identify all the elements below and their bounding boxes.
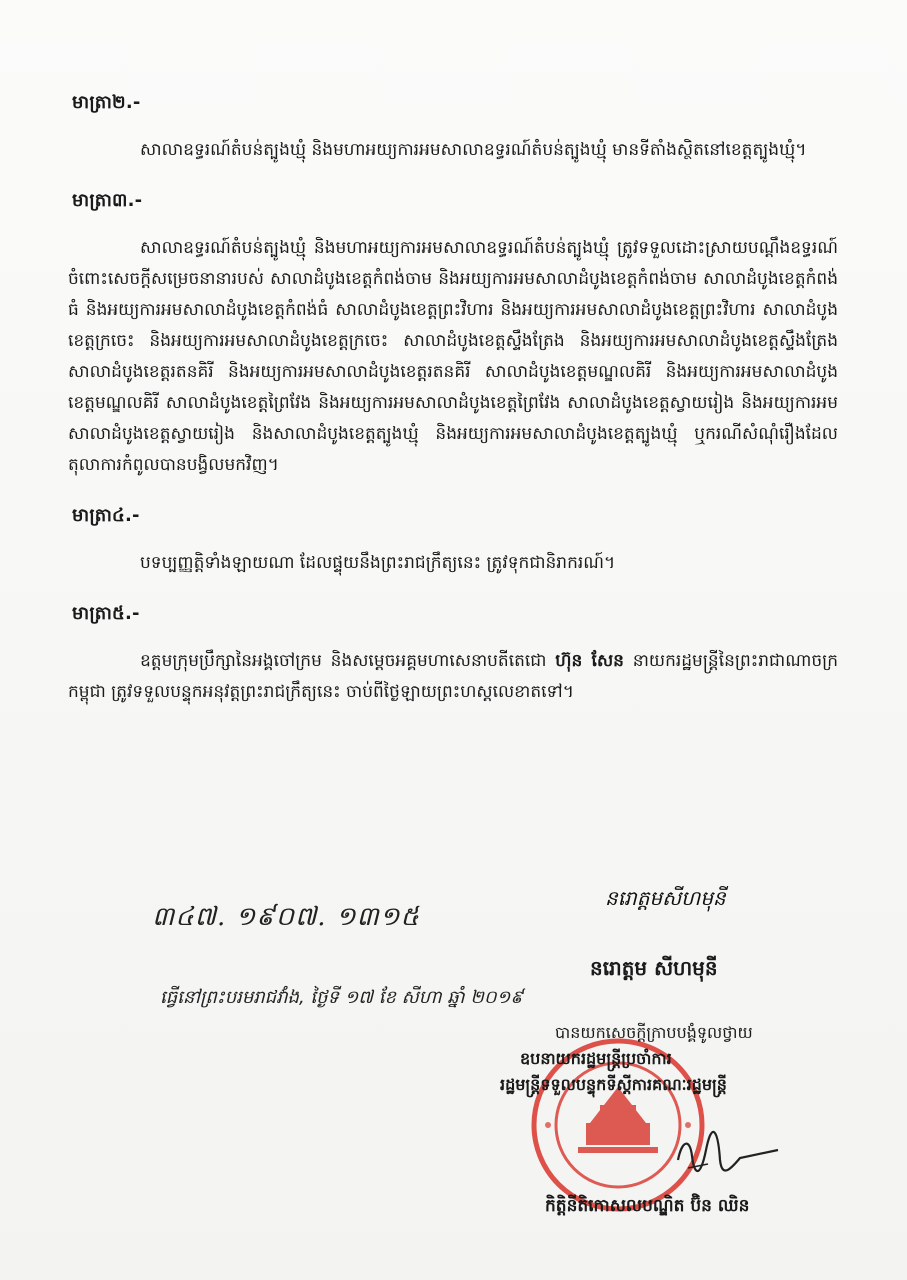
article-3 — [68, 188, 838, 481]
countersign-line-3: រដ្ឋមន្ត្រីទទួលបន្ទុកទីស្តីការគណៈរដ្ឋមន្ត្រី — [500, 1075, 727, 1094]
article-5-text-b: នាយករដ្ឋមន្ត្រីនៃព្រះរាជាណាចក្រកម្ពុជា ត្រូវទទួលបន្ទុកអនុវត្តព្រះរាជក្រឹត្យនេះ ចាប់ពីថ្ងៃឡាយព្រះហស្តលេខាតទៅ។ — [68, 651, 838, 702]
countersign-line-2: ឧបនាយករដ្ឋមន្ត្រីប្រចាំការ — [520, 1049, 672, 1068]
document-body — [68, 90, 838, 730]
countersign-line-1: បានយកសេចក្តីក្រាបបង្គំទូលថ្វាយ — [555, 1023, 753, 1042]
article-5-text-a: ឧត្តមក្រុមប្រឹក្សានៃអង្គចៅក្រម និងសម្តេចអគ្គមហាសេនាបតីតេជោ — [140, 651, 556, 671]
article-2-text: សាលាឧទ្ធរណ៍តំបន់ត្បូងឃ្មុំ និងមហាអយ្យការអមសាលាឧទ្ធរណ៍តំបន់ត្បូងឃ្មុំ មានទីតាំងស្ថិតនៅខេត្តត្បូងឃ្មុំ។ — [140, 140, 807, 160]
place-and-date: ធ្វើនៅព្រះបរមរាជវាំង, ថ្ងៃទី ១៧ ខែ សីហា ឆ្នាំ ២០១៩ — [160, 987, 523, 1008]
article-5-text — [68, 646, 838, 708]
royal-signature: នរោត្តមសីហមុនី — [605, 886, 726, 910]
article-5-title: មាត្រា៥.- — [72, 603, 140, 624]
countersignature-block — [500, 1020, 860, 1098]
prime-minister-name: ហ៊ុន សែន — [555, 651, 624, 671]
article-2-title: មាត្រា២.- — [72, 92, 141, 113]
article-4-text: បទប្បញ្ញត្តិទាំងឡាយណា ដែលផ្ទុយនឹងព្រះរាជក្រឹត្យនេះ ត្រូវទុកជានិរាករណ៍។ — [140, 553, 616, 573]
article-4-title: មាត្រា៤.- — [72, 505, 140, 526]
official-name: កិត្តិនីតិកោសលបណ្ឌិត ប៊ិន ឈិន — [545, 1196, 750, 1216]
article-3-text: សាលាឧទ្ធរណ៍តំបន់ត្បូងឃ្មុំ និងមហាអយ្យការអមសាលាឧទ្ធរណ៍តំបន់ត្បូងឃ្មុំ ត្រូវទទួលដោះស្រាយបណ្តឹងឧទ្ធរណ៍ចំពោះសេចក្តីសម្រេចនានារបស់ សាលាដំបូងខេត្តកំពង់ចាម និងអយ្យការអមសាលាដំបូងខេត្តកំពង់ចាម សាលាដំបូងខេត្តកំពង់ធំ និងអយ្យការអមសាលាដំបូងខេត្តកំពង់ធំ សាលាដំបូងខេត្តព្រះវិហារ និងអយ្យការអមសាលាដំបូងខេត្តព្រះវិហារ សាលាដំបូងខេត្តក្រចេះ និងអយ្យការអមសាលាដំបូងខេត្តក្រចេះ សាលាដំបូងខេត្តស្ទឹងត្រែង និងអយ្យការអមសាលាដំបូងខេត្តស្ទឹងត្រែង សាលាដំបូងខេត្តរតនគិរី និងអយ្យការអមសាលាដំបូងខេត្តរតនគិរី សាលាដំបូងខេត្តមណ្ឌលគិរី និងអយ្យការអមសាលាដំបូងខេត្តមណ្ឌលគិរី សាលាដំបូងខេត្តព្រៃវែង និងអយ្យការអមសាលាដំបូងខេត្តព្រៃវែង សាលាដំបូងខេត្តស្វាយរៀង និងអយ្យការអមសាលាដំបូងខេត្តស្វាយរៀង និងសាលាដំបូងខេត្តត្បូងឃ្មុំ និងអយ្យការអមសាលាដំបូងខេត្តត្បូងឃ្មុំ ឬករណីសំណុំរឿងដែលតុលាការកំពូលបានបង្វិលមកវិញ។ — [68, 238, 838, 475]
king-name: នរោត្តម សីហមុនី — [590, 956, 718, 980]
handwritten-signature — [660, 1120, 780, 1190]
article-5 — [68, 601, 838, 708]
article-2 — [68, 90, 838, 166]
article-4 — [68, 503, 838, 579]
article-3-title: មាត្រា៣.- — [72, 190, 143, 211]
decree-number: ៣៤៧. ១៩០៧. ១៣១៥ — [152, 902, 420, 932]
